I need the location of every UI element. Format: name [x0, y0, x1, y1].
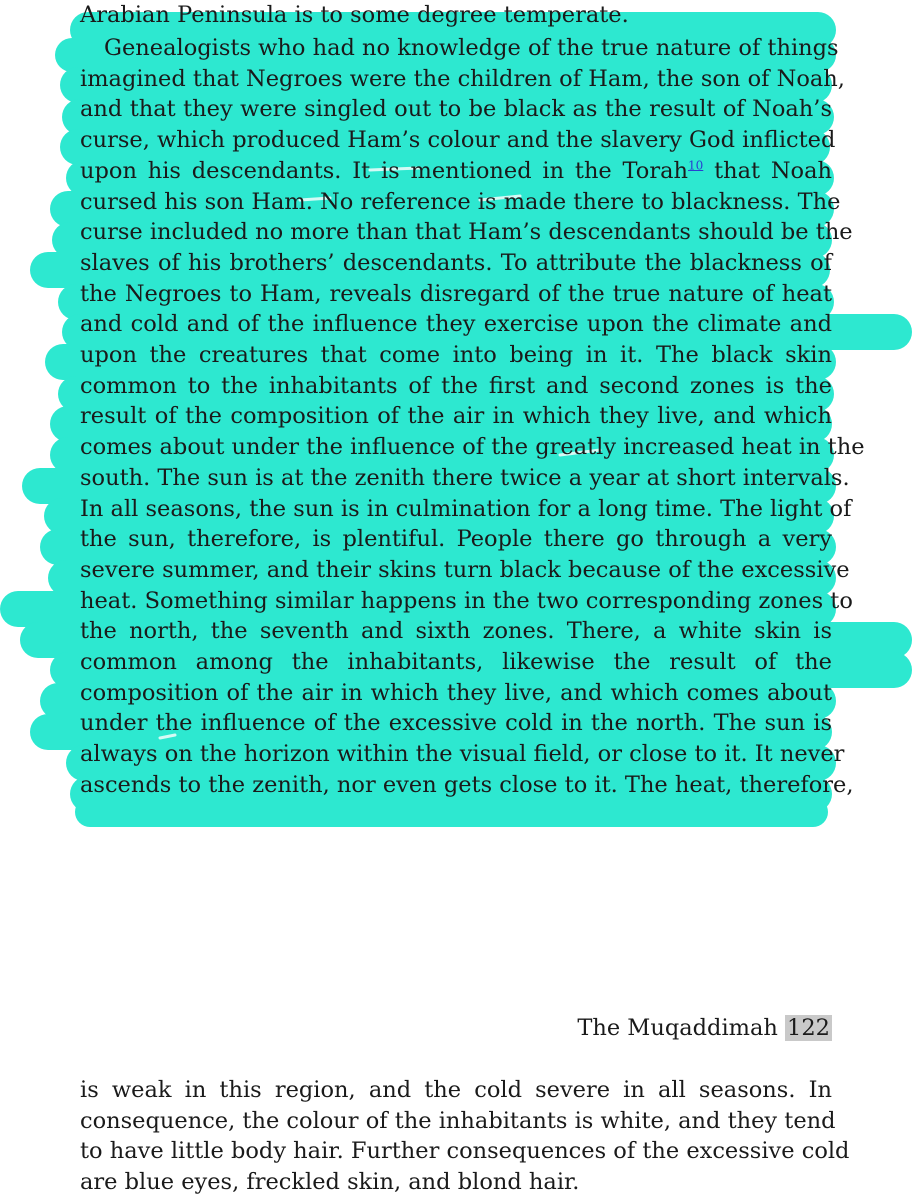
text-line: curse, which produced Ham’s colour and the slavery God inflicted	[80, 127, 836, 154]
text-line-first	[80, 0, 832, 31]
torah-tail: that Noah	[703, 157, 833, 184]
text-line: upon the creatures that come into being in it. The black skin	[80, 342, 832, 369]
footer-title: The Muqaddimah	[577, 1015, 778, 1041]
text-line: Genealogists who had no knowledge of the true nature of things	[104, 35, 839, 61]
text-line: In all seasons, the sun is in culmination for a long time. The light of	[80, 495, 852, 522]
text-line: imagined that Negroes were the children of Ham, the son of Noah,	[80, 65, 845, 92]
text-line: common to the inhabitants of the first and second zones is the	[80, 372, 832, 399]
text-line: severe summer, and their skins turn black because of the excessive	[80, 556, 850, 583]
text-line: south. The sun is at the zenith there twice a year at short intervals.	[80, 464, 850, 491]
text-line: to have little body hair. Further consequences of the excessive cold	[80, 1138, 850, 1165]
text-line: curse included no more than that Ham’s descendants should be the	[80, 219, 853, 246]
text-line: and that they were singled out to be black as the result of Noah’s	[80, 96, 832, 123]
page-number: 122	[787, 1015, 830, 1041]
text-line: always on the horizon within the visual field, or close to it. It never	[80, 741, 845, 768]
main-paragraph	[80, 33, 865, 801]
text-line: the north, the seventh and sixth zones. There, a white skin is	[80, 618, 832, 645]
text-line: composition of the air in which they live, and which comes about	[80, 679, 832, 706]
text-line: and cold and of the influence they exercise upon the climate and	[80, 311, 832, 338]
text-line: heat. Something similar happens in the two corresponding zones to	[80, 587, 853, 614]
torah-text: upon his descendants. It is mentioned in the Torah	[80, 157, 689, 184]
text-line: result of the composition of the air in which they live, and which	[80, 403, 832, 430]
text-line: under the influence of the excessive cold in the north. The sun is	[80, 710, 832, 737]
text-line: is weak in this region, and the cold severe in all seasons. In	[80, 1077, 832, 1103]
text-line: ascends to the zenith, nor even gets close to it. The heat, therefore,	[80, 771, 854, 798]
text-line: cursed his son Ham. No reference is made there to blackness. The	[80, 188, 841, 215]
text-line: common among the inhabitants, likewise the result of the	[80, 649, 832, 676]
page-footer	[577, 1013, 832, 1043]
next-page-paragraph	[80, 1075, 850, 1198]
text-line: comes about under the influence of the greatly increased heat in the	[80, 434, 865, 461]
text-line: the Negroes to Ham, reveals disregard of the true nature of heat	[80, 280, 832, 307]
text-line: Arabian Peninsula is to some degree temperate.	[80, 2, 629, 28]
text-line: consequence, the colour of the inhabitants is white, and they tend	[80, 1107, 836, 1134]
highlight-stroke	[75, 797, 828, 827]
text-line: are blue eyes, freckled skin, and blond hair.	[80, 1169, 580, 1196]
text-line	[80, 156, 832, 187]
footnote-link[interactable]: 10	[688, 158, 704, 173]
text-line: the sun, therefore, is plentiful. People there go through a very	[80, 526, 832, 553]
text-line: slaves of his brothers’ descendants. To attribute the blackness of	[80, 249, 832, 276]
